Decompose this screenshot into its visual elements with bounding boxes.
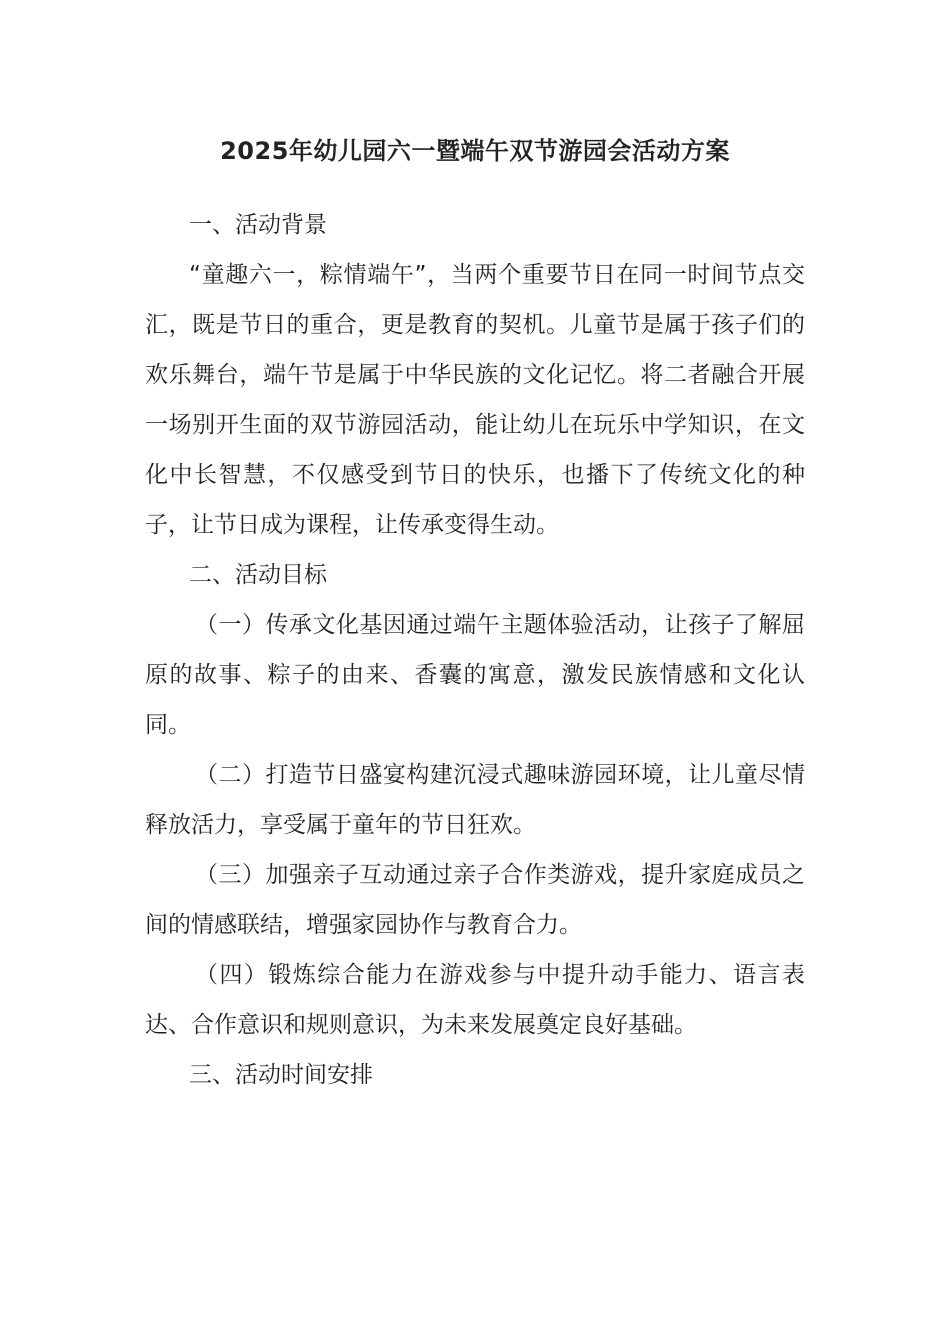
document-body <box>145 200 805 1100</box>
goal-item-4: （四）锻炼综合能力在游戏参与中提升动手能力、语言表达、合作意识和规则意识，为未来发展奠定良好基础。 <box>145 962 805 1038</box>
document-title: 2025年幼儿园六一暨端午双节游园会活动方案 <box>220 137 730 165</box>
section-heading-background: 一、活动背景 <box>189 212 327 238</box>
section-heading-goals: 二、活动目标 <box>189 562 327 588</box>
goal-item-1: （一）传承文化基因通过端午主题体验活动，让孩子了解屈原的故事、粽子的由来、香囊的寓意，激发民族情感和文化认同。 <box>145 612 805 738</box>
goal-item-2: （二）打造节日盛宴构建沉浸式趣味游园环境，让儿童尽情释放活力，享受属于童年的节日狂欢。 <box>145 762 805 838</box>
section-heading-schedule: 三、活动时间安排 <box>189 1062 373 1088</box>
background-paragraph: “童趣六一，粽情端午”，当两个重要节日在同一时间节点交汇，既是节日的重合，更是教育的契机。儿童节是属于孩子们的欢乐舞台，端午节是属于中华民族的文化记忆。将二者融合开展一场别开生面的双节游园活动，能让幼儿在玩乐中学知识，在文化中长智慧，不仅感受到节日的快乐，也播下了传统文化的种子，让节日成为课程，让传承变得生动。 <box>145 262 805 538</box>
goal-item-3: （三）加强亲子互动通过亲子合作类游戏，提升家庭成员之间的情感联结，增强家园协作与教育合力。 <box>145 862 805 938</box>
